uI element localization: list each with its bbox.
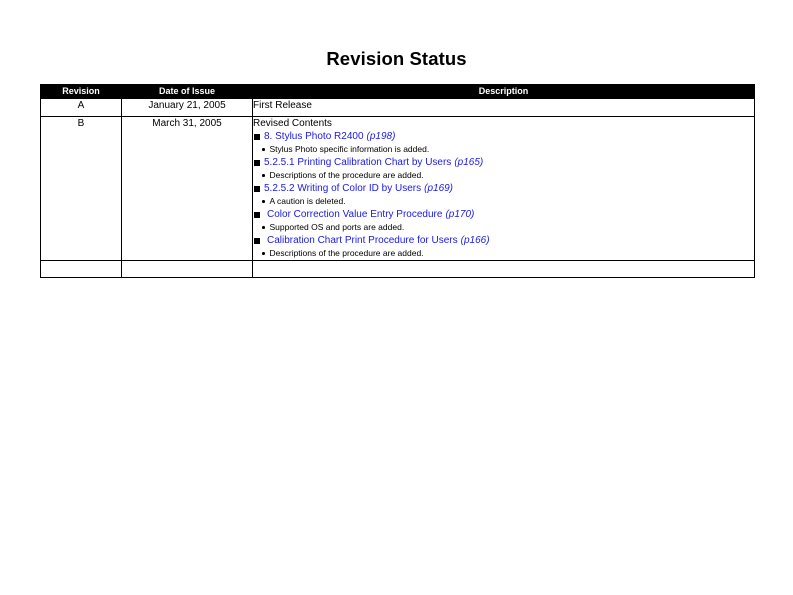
revision-link-item[interactable] bbox=[253, 130, 754, 143]
bullet-dot-icon bbox=[262, 148, 265, 151]
black-square-icon bbox=[254, 238, 260, 244]
page-reference[interactable]: (p198) bbox=[366, 131, 396, 142]
revision-link-text[interactable]: 8. Stylus Photo R2400 bbox=[264, 131, 364, 142]
bullet-dot-icon bbox=[262, 200, 265, 203]
revision-cell: A bbox=[41, 99, 122, 117]
bullet-dot-icon bbox=[262, 252, 265, 255]
revision-link-item[interactable] bbox=[253, 156, 754, 169]
black-square-icon bbox=[254, 186, 260, 192]
page-reference[interactable]: (p169) bbox=[424, 183, 454, 194]
table-row bbox=[41, 99, 755, 117]
revision-link-text[interactable]: Calibration Chart Print Procedure for Users bbox=[267, 235, 458, 246]
revision-note-text: A caution is deleted. bbox=[269, 196, 346, 206]
empty-cell bbox=[41, 261, 122, 278]
revision-note-text: Stylus Photo specific information is added. bbox=[269, 144, 430, 154]
empty-table-row bbox=[41, 261, 755, 278]
date-cell: March 31, 2005 bbox=[122, 117, 253, 261]
bullet-dot-icon bbox=[262, 174, 265, 177]
revision-link-text[interactable]: 5.2.5.1 Printing Calibration Chart by Users bbox=[264, 157, 452, 168]
revised-contents-heading: Revised Contents bbox=[253, 118, 332, 129]
page-reference[interactable]: (p170) bbox=[445, 209, 475, 220]
header-description: Description bbox=[253, 85, 755, 99]
revision-link-item[interactable] bbox=[253, 208, 754, 221]
revision-cell: B bbox=[41, 117, 122, 261]
bullet-dot-icon bbox=[262, 226, 265, 229]
black-square-icon bbox=[254, 134, 260, 140]
revision-note bbox=[253, 195, 754, 208]
page-title: Revision Status bbox=[326, 48, 467, 69]
date-cell: January 21, 2005 bbox=[122, 99, 253, 117]
revision-note bbox=[253, 143, 754, 156]
black-square-icon bbox=[254, 212, 260, 218]
table-header-row bbox=[41, 85, 755, 99]
header-revision: Revision bbox=[41, 85, 122, 99]
empty-cell bbox=[253, 261, 755, 278]
revision-link-text[interactable]: 5.2.5.2 Writing of Color ID by Users bbox=[264, 183, 422, 194]
header-date-of-issue: Date of Issue bbox=[122, 85, 253, 99]
revision-link-text[interactable]: Color Correction Value Entry Procedure bbox=[267, 209, 443, 220]
description-cell bbox=[253, 117, 755, 261]
revision-link-item[interactable] bbox=[253, 234, 754, 247]
empty-cell bbox=[122, 261, 253, 278]
black-square-icon bbox=[254, 160, 260, 166]
revision-note bbox=[253, 169, 754, 182]
revision-link-item[interactable] bbox=[253, 182, 754, 195]
page-reference[interactable]: (p165) bbox=[454, 157, 484, 168]
revision-note bbox=[253, 247, 754, 260]
page-reference[interactable]: (p166) bbox=[460, 235, 490, 246]
revision-note bbox=[253, 221, 754, 234]
revision-note-text: Descriptions of the procedure are added. bbox=[269, 170, 424, 180]
description-cell: First Release bbox=[253, 99, 755, 117]
revision-note-text: Descriptions of the procedure are added. bbox=[269, 248, 424, 258]
revision-table bbox=[40, 84, 755, 278]
table-row bbox=[41, 117, 755, 261]
revision-note-text: Supported OS and ports are added. bbox=[269, 222, 405, 232]
